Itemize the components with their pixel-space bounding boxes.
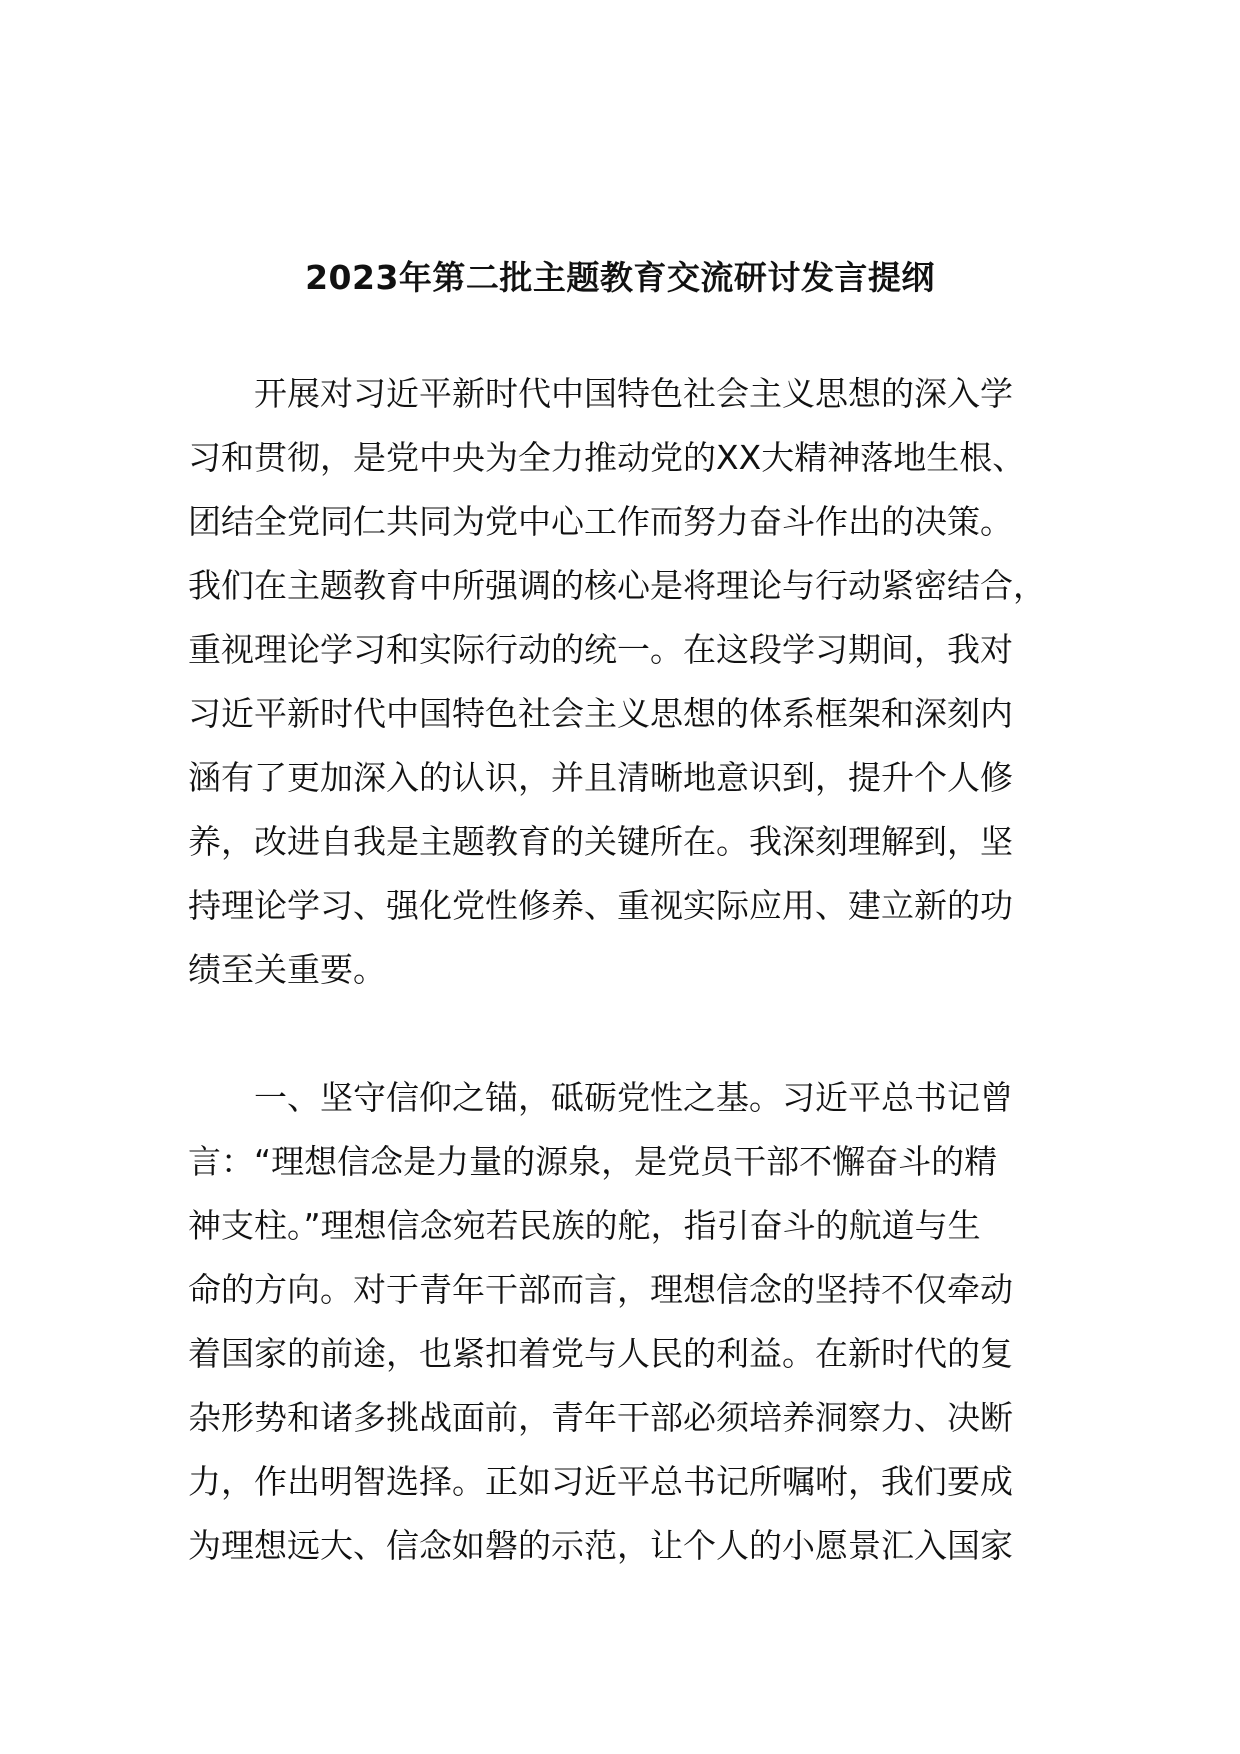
body-line: 开展对习近平新时代中国特色社会主义思想的深入学 — [188, 374, 1013, 413]
body-line: 绩至关重要。 — [188, 950, 386, 989]
body-line: 习和贯彻，是党中央为全力推动党的XX大精神落地生根、 — [188, 438, 1026, 477]
body-line: 杂形势和诸多挑战面前，青年干部必须培养洞察力、决断 — [188, 1398, 1013, 1437]
body-line: 为理想远大、信念如磐的示范，让个人的小愿景汇入国家 — [188, 1526, 1013, 1565]
body-line: 我们在主题教育中所强调的核心是将理论与行动紧密结合， — [188, 566, 1046, 605]
body-line: 命的方向。对于青年干部而言，理想信念的坚持不仅牵动 — [188, 1270, 1013, 1309]
body-line: 一、坚守信仰之锚，砥砺党性之基。习近平总书记曾 — [188, 1078, 1013, 1117]
body-line: 言：“理想信念是力量的源泉，是党员干部不懈奋斗的精 — [188, 1142, 998, 1181]
body-line: 力，作出明智选择。正如习近平总书记所嘱咐，我们要成 — [188, 1462, 1013, 1501]
body-line: 习近平新时代中国特色社会主义思想的体系框架和深刻内 — [188, 694, 1013, 733]
body-line: 养，改进自我是主题教育的关键所在。我深刻理解到，坚 — [188, 822, 1013, 861]
body-line: 着国家的前途，也紧扣着党与人民的利益。在新时代的复 — [188, 1334, 1013, 1373]
body-line: 重视理论学习和实际行动的统一。在这段学习期间，我对 — [188, 630, 1013, 669]
body-line: 团结全党同仁共同为党中心工作而努力奋斗作出的决策。 — [188, 502, 1013, 541]
document-title: 2023年第二批主题教育交流研讨发言提纲 — [305, 258, 935, 297]
body-line: 持理论学习、强化党性修养、重视实际应用、建立新的功 — [188, 886, 1013, 925]
body-line: 神支柱。”理想信念宛若民族的舵，指引奋斗的航道与生 — [188, 1206, 981, 1245]
body-line: 涵有了更加深入的认识，并且清晰地意识到，提升个人修 — [188, 758, 1013, 797]
